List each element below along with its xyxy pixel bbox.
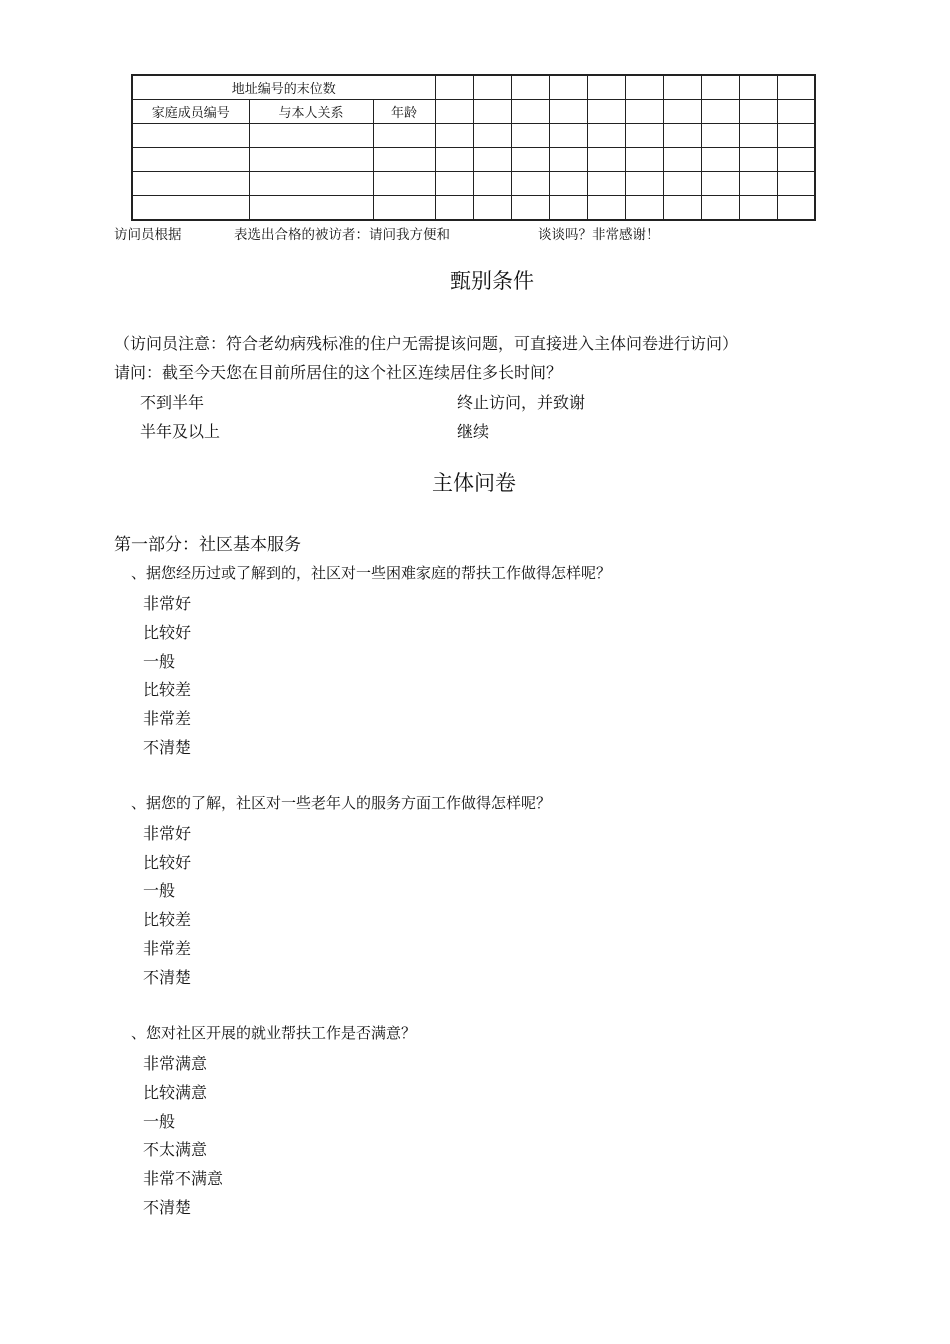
intro-part2: 表选出合格的被访者：请问我方便和 <box>234 227 450 243</box>
screening-note: （访问员注意：符合老幼病残标准的住户无需提该问题，可直接进入主体问卷进行访问） <box>114 334 739 353</box>
screening-option-action: 继续 <box>457 422 490 441</box>
answer-option: 比较差 <box>143 680 192 699</box>
answer-option: 非常满意 <box>143 1054 208 1073</box>
screening-title: 甄别条件 <box>450 269 534 293</box>
screening-question: 请问：截至今天您在目前所居住的这个社区连续居住多长时间？ <box>114 363 563 382</box>
question-text: 、您对社区开展的就业帮扶工作是否满意？ <box>131 1024 417 1042</box>
screening-option-label: 不到半年 <box>140 393 205 412</box>
screening-option-label: 半年及以上 <box>140 422 221 441</box>
answer-option: 一般 <box>143 881 176 900</box>
answer-option: 非常不满意 <box>143 1169 224 1188</box>
section-title: 第一部分：社区基本服务 <box>114 535 301 555</box>
table-row <box>132 100 815 124</box>
answer-option: 非常差 <box>143 939 192 958</box>
table-row <box>132 172 815 196</box>
table-row <box>132 124 815 148</box>
household-table <box>131 74 816 221</box>
answer-option: 不清楚 <box>143 968 192 987</box>
col-relation-header: 与本人关系 <box>249 100 373 124</box>
answer-option: 非常好 <box>143 824 192 843</box>
table-row <box>132 148 815 172</box>
answer-option: 不清楚 <box>143 738 192 757</box>
answer-option: 比较好 <box>143 853 192 872</box>
answer-option: 非常好 <box>143 594 192 613</box>
answer-option: 比较好 <box>143 623 192 642</box>
answer-option: 非常差 <box>143 709 192 728</box>
table-row <box>132 196 815 221</box>
table-row <box>132 75 815 100</box>
intro-part1: 访问员根据 <box>114 227 182 243</box>
col-age-header: 年龄 <box>373 100 435 124</box>
question-text: 、据您经历过或了解到的，社区对一些困难家庭的帮扶工作做得怎样呢？ <box>131 564 612 582</box>
answer-option: 一般 <box>143 652 176 671</box>
main-title: 主体问卷 <box>432 471 516 495</box>
answer-option: 一般 <box>143 1112 176 1131</box>
answer-option: 不清楚 <box>143 1198 192 1217</box>
intro-part3: 谈谈吗？非常感谢！ <box>538 227 660 243</box>
address-digit-header: 地址编号的末位数 <box>132 75 435 100</box>
answer-option: 比较差 <box>143 910 192 929</box>
screening-option-action: 终止访问，并致谢 <box>457 393 586 412</box>
col-member-header: 家庭成员编号 <box>132 100 249 124</box>
question-text: 、据您的了解，社区对一些老年人的服务方面工作做得怎样呢？ <box>131 794 552 812</box>
answer-option: 不太满意 <box>143 1140 208 1159</box>
answer-option: 比较满意 <box>143 1083 208 1102</box>
